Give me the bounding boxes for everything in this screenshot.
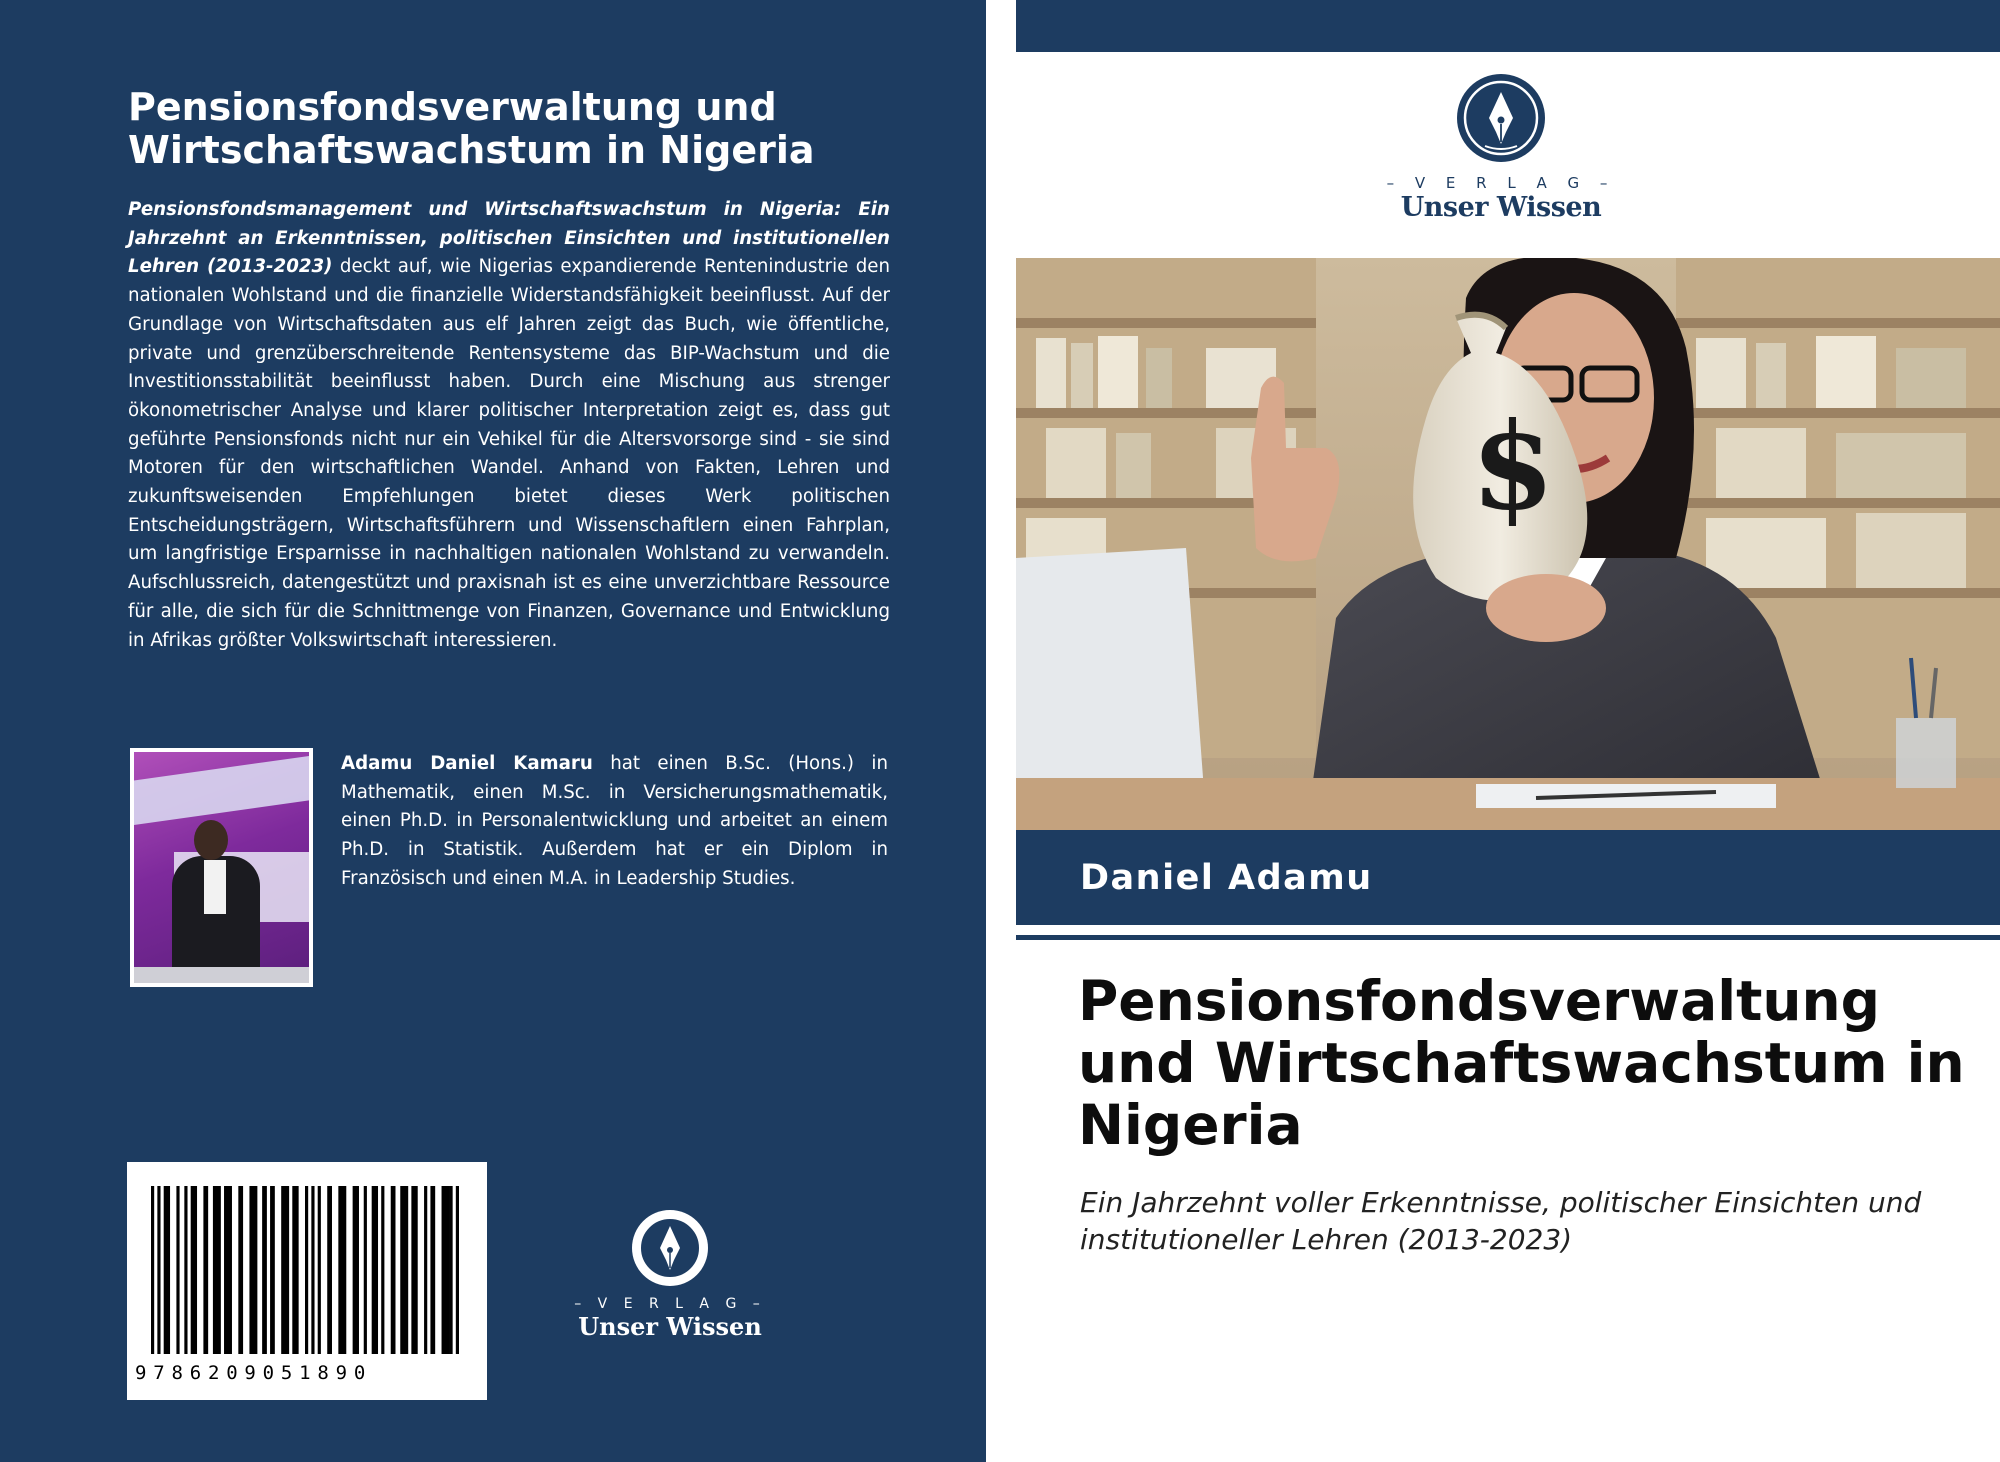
isbn-barcode: [127, 1162, 487, 1400]
back-cover-title: Pensionsfondsverwaltung und Wirtschaftswachstum in Nigeria: [128, 85, 815, 172]
barcode-bar: [270, 1186, 275, 1354]
barcode-bar: [381, 1186, 384, 1354]
barcode-bar: [281, 1186, 289, 1354]
barcode-bar: [151, 1186, 154, 1354]
blurb-body: deckt auf, wie Nigerias expandierende Rentenindustrie den nationalen Wohlstand und die finanzielle Widerstandsfähigkeit beeinflusst. Auf der Grundlage von Wirtschaftsdaten aus elf Jahren zeigt das Buch, wie öffentliche, private und grenzüberschreitende Rentensysteme das BIP-Wachstum und die Investitionsstabilität beeinflusst haben. Durch eine Mischung aus strenger ökonometrischer Analyse und klarer politischer Interpretation zeigt es, dass gut geführte Pensionsfonds nicht nur ein Vehikel für die Altersvorsorge sind - sie sind Motoren für den wirtschaftlichen Wandel. Anhand von Fakten, Lehren und zukunftsweisenden Empfehlungen bietet dieses Werk politischen Entscheidungsträgern, Wirtschaftsführern und Wissenschaftlern einen Fahrplan, um langfristige Ersparnisse in nachhaltigen nationalen Wohlstand zu verwandeln. Aufschlussreich, datengestützt und praxisnah ist es eine unverzichtbare Ressource für alle, die sich für die Schnittmenge von Finanzen, Governance und Entwicklung in Afrikas größter Volkswirtschaft interessieren.: [128, 256, 890, 651]
barcode-bar: [238, 1186, 243, 1354]
barcode-bar: [176, 1186, 179, 1354]
cover-photo-illustration: [1016, 258, 2000, 830]
barcode-bar: [262, 1186, 267, 1354]
barcode-bar: [213, 1186, 221, 1354]
author-photo: [130, 748, 313, 987]
barcode-bar: [424, 1186, 427, 1354]
barcode-bar: [364, 1186, 367, 1354]
barcode-bar: [318, 1186, 321, 1354]
isbn-digits: 9786209051890: [135, 1362, 373, 1384]
barcode-bar: [191, 1186, 197, 1354]
author-bio: [341, 750, 888, 894]
barcode-bar: [338, 1186, 346, 1354]
author-band: [1016, 830, 2000, 925]
barcode-bars: [147, 1186, 465, 1366]
author-bio-text: hat einen B.Sc. (Hons.) in Mathematik, einen M.Sc. in Versicherungsmathematik, einen Ph.D. in Personalentwicklung und arbeitet an einem Ph.D. in Statistik. Außerdem hat er ein Diplom in Französisch und einen M.A. in Leadership Studies.: [341, 753, 889, 889]
barcode-bar: [411, 1186, 417, 1354]
fountain-pen-nib-icon: [1455, 72, 1547, 164]
back-cover: [0, 0, 986, 1462]
barcode-bar: [400, 1186, 408, 1354]
barcode-bar: [327, 1186, 332, 1354]
barcode-bar: [203, 1186, 208, 1354]
back-publisher-name: Unser Wissen: [578, 1312, 762, 1341]
fountain-pen-nib-icon: [630, 1208, 710, 1288]
barcode-bar: [391, 1186, 396, 1354]
barcode-bar: [292, 1186, 298, 1354]
spine-gap: [986, 0, 1016, 1462]
front-cover: [1016, 0, 2000, 1462]
back-publisher-logo: [560, 1208, 780, 1348]
barcode-bar: [372, 1186, 378, 1354]
barcode-bar: [249, 1186, 257, 1354]
barcode-bar: [456, 1186, 459, 1354]
front-publisher-name: Unser Wissen: [1400, 192, 1602, 223]
barcode-bar: [224, 1186, 232, 1354]
barcode-bar: [449, 1186, 452, 1354]
front-subtitle: Ein Jahrzehnt voller Erkenntnisse, politischer Einsichten und institutioneller Lehren (2013-2023): [1080, 1186, 1922, 1256]
top-band: [1016, 0, 2000, 52]
barcode-bar: [311, 1186, 314, 1354]
barcode-bar: [305, 1186, 308, 1354]
barcode-bar: [184, 1186, 187, 1354]
front-publisher-logo: [1366, 72, 1636, 222]
barcode-bar: [430, 1186, 435, 1354]
cover-photo: [1016, 258, 2000, 830]
back-verlag-label: – V E R L A G –: [574, 1296, 766, 1312]
barcode-bar: [442, 1186, 450, 1354]
barcode-bar: [353, 1186, 359, 1354]
barcode-bar: [157, 1186, 160, 1354]
front-title: Pensionsfondsverwaltung und Wirtschaftswachstum in Nigeria: [1078, 969, 1965, 1157]
author-bio-name: Adamu Daniel Kamaru: [341, 753, 593, 774]
barcode-bar: [164, 1186, 170, 1354]
divider-rule: [1016, 935, 2000, 940]
front-author-name: Daniel Adamu: [1080, 858, 1373, 898]
blurb-lead: Pensionsfondsmanagement und Wirtschaftswachstum in Nigeria: Ein Jahrzehnt an Erkenntnissen, politischen Einsichten und institutionellen Lehren (2013-2023): [128, 199, 890, 278]
money-bag-icon: $: [1471, 396, 1555, 537]
back-cover-blurb: [128, 196, 890, 655]
front-verlag-label: – V E R L A G –: [1386, 174, 1616, 192]
